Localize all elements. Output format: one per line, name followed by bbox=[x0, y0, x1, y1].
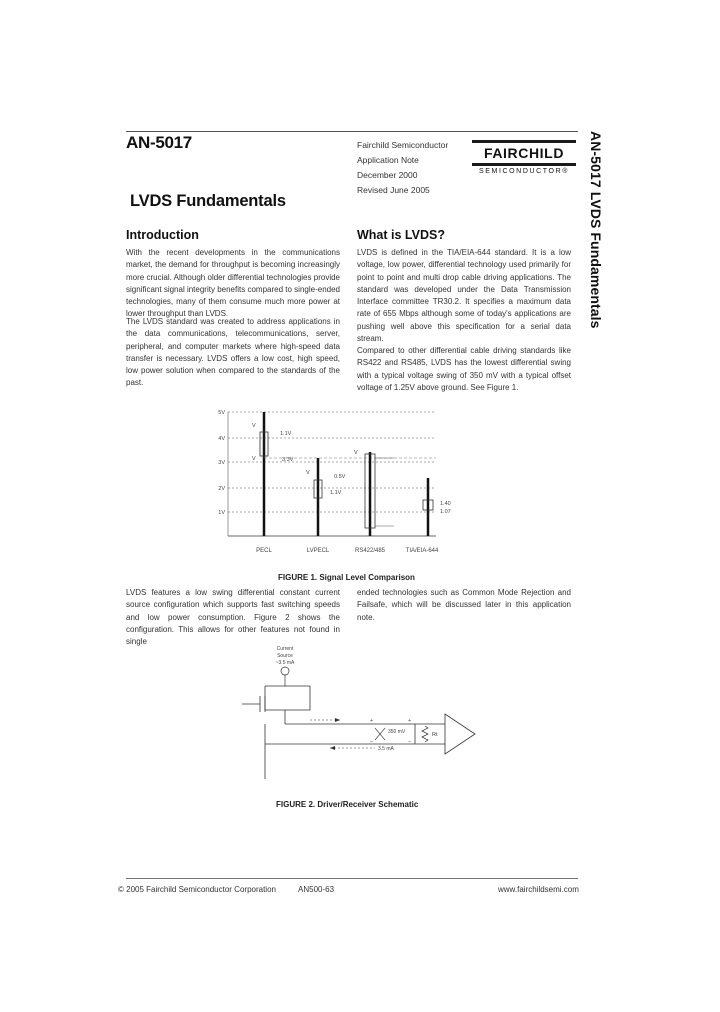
termination-resistor bbox=[422, 726, 428, 742]
source-label: Current bbox=[276, 646, 294, 652]
y-tick-label: 3V bbox=[218, 460, 225, 466]
lvds-voh-value: 1.40 bbox=[440, 501, 451, 507]
page-title: LVDS Fundamentals bbox=[130, 192, 286, 210]
minus-label: − bbox=[370, 739, 374, 745]
footer-rule bbox=[126, 878, 578, 879]
lvpecl-level-label: 3.3V bbox=[282, 457, 294, 463]
y-tick-label: 5V bbox=[218, 410, 225, 416]
y-tick-label: 4V bbox=[218, 436, 225, 442]
footer-doc-id: AN500-63 bbox=[298, 885, 335, 894]
fairchild-logo bbox=[472, 140, 576, 177]
body-paragraph-right: ended technologies such as Common Mode Rejection and Failsafe, which will be discussed later in this application note. bbox=[357, 588, 571, 622]
plus-label-2: + bbox=[408, 718, 412, 724]
logo-word: FAIRCHILD bbox=[483, 145, 565, 161]
pecl-vol-label: V bbox=[252, 456, 256, 462]
intro-paragraph-1: With the recent developments in the communications market, the demand for throughput is becoming increasingly more crucial. Although older differential technologies provide significant signal integrity benefits compared to single-ended technologies, many of them consume much more power at lower throughput than LVDS. bbox=[126, 248, 340, 319]
document-meta bbox=[357, 138, 448, 198]
revised-line: Revised June 2005 bbox=[357, 185, 430, 195]
figure-1-caption: FIGURE 1. Signal Level Comparison bbox=[278, 573, 415, 582]
current-source-symbol bbox=[281, 667, 289, 675]
body-paragraph-left: LVDS features a low swing differential constant current source configuration which supports fast switching speeds and low power consumption. Figure 2 shows the configuration. This allows for other features not found in single bbox=[126, 588, 340, 647]
x-label-rs422: RS422/485 bbox=[354, 548, 386, 554]
rs422-voh-label: V bbox=[354, 450, 358, 456]
side-title: AN-5017 LVDS Fundamentals bbox=[588, 131, 604, 329]
intro-paragraph-2: The LVDS standard was created to address applications in the data communications, telecommunications, server, peripheral, and computer markets where high-speed data transfer is necessary. LVDS offers a low cost, high speed, low power solution when compared to the standards of the past. bbox=[126, 317, 340, 388]
figure-1-diagram bbox=[214, 402, 454, 562]
company-line: Fairchild Semiconductor bbox=[357, 140, 449, 150]
source-label: Source bbox=[277, 653, 293, 659]
current-return-label: 3.5 mA bbox=[378, 746, 394, 752]
footer-copyright: © 2005 Fairchild Semiconductor Corporation bbox=[118, 885, 276, 894]
x-label-lvds: TIA/EIA-644 bbox=[405, 548, 439, 554]
receiver-symbol bbox=[445, 714, 475, 754]
pecl-voh-label: V bbox=[252, 423, 256, 429]
footer-url[interactable]: www.fairchildsemi.com bbox=[498, 885, 579, 894]
lvpecl-swing-label: 1.1V bbox=[330, 490, 342, 496]
intro-heading: Introduction bbox=[126, 228, 199, 242]
resistor-label: Rt bbox=[432, 732, 438, 738]
x-label-lvpecl: LVPECL bbox=[306, 548, 330, 554]
what-heading: What is LVDS? bbox=[357, 228, 445, 242]
minus-label-2: − bbox=[408, 739, 412, 745]
doc-type-line: Application Note bbox=[357, 155, 419, 165]
figure-2-diagram bbox=[240, 644, 490, 794]
lvpecl-voh-label: V bbox=[306, 470, 310, 476]
source-label: ~3.5 mA bbox=[275, 660, 295, 666]
y-tick-label: 2V bbox=[218, 486, 225, 492]
y-tick-label: 1V bbox=[218, 510, 225, 516]
doc-number: AN-5017 bbox=[126, 133, 192, 152]
x-label-pecl: PECL bbox=[256, 548, 272, 554]
lvds-vol-value: 1.07 bbox=[440, 509, 451, 515]
logo-subtitle: SEMICONDUCTOR® bbox=[478, 168, 570, 175]
figure-2-caption: FIGURE 2. Driver/Receiver Schematic bbox=[276, 800, 419, 809]
rs422-level-label: 0.5V bbox=[334, 474, 346, 480]
what-paragraph-1: LVDS is defined in the TIA/EIA-644 standard. It is a low voltage, low power, differential technology used primarily for point to point and multi drop cable driving applications. The standard was developed under the Data Transmission Interface committee TR30.2. It specifies a maximum data rate of 655 Mbps although some of today's applications are pushing well above this specification for a serial data stream. bbox=[357, 248, 571, 344]
swing-label: 350 mV bbox=[388, 729, 406, 735]
header-rule bbox=[126, 131, 578, 132]
date-line: December 2000 bbox=[357, 170, 418, 180]
pecl-swing-label: 1.1V bbox=[280, 431, 292, 437]
what-paragraph-2: Compared to other differential cable driving standards like RS422 and RS485, LVDS has the lowest differential swing with a typical voltage swing of 350 mV with a typical offset voltage of 1.25V above ground. See Figure 1. bbox=[357, 346, 571, 392]
plus-label: + bbox=[370, 718, 374, 724]
